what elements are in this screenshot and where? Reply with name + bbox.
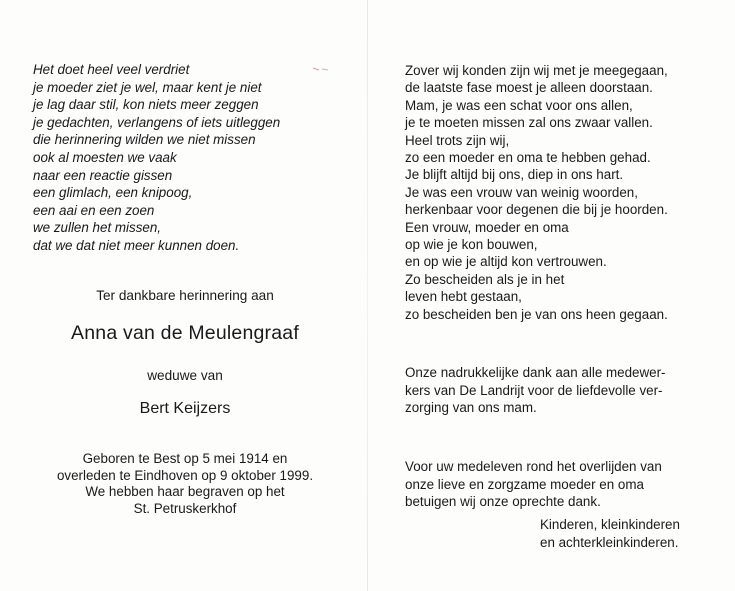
bio-line: We hebben haar begraven op het	[85, 484, 285, 500]
poem-line: een glimlach, een knipoog,	[33, 185, 193, 201]
widow-of-text: weduwe van	[147, 368, 223, 383]
thanks-line: kers van De Landrijt voor de liefdevolle ver-	[405, 382, 663, 398]
poem-line: Je was een vrouw van weinig woorden,	[405, 184, 638, 200]
family-signature	[540, 516, 710, 551]
poem-line: je te moeten missen zal ons zwaar vallen.	[405, 115, 653, 131]
poem-line: je moeder ziet je wel, maar kent je niet	[33, 79, 262, 95]
poem-line: Zover wij konden zijn wij met je meegegaan,	[405, 63, 668, 78]
bio-line: overleden te Eindhoven op 9 oktober 1999.	[56, 467, 314, 483]
poem-line: dat we dat niet meer kunnen doen.	[33, 237, 240, 253]
condolence-line: betuigen wij onze oprechte dank.	[405, 494, 601, 510]
poem-line: ook al moesten we vaak	[33, 149, 177, 165]
condolence-paragraph	[405, 458, 715, 511]
card-fold-line	[367, 0, 368, 591]
condolence-line: onze lieve en zorgzame moeder en oma	[405, 476, 644, 492]
dedication-text: Ter dankbare herinnering aan	[96, 288, 274, 303]
poem-line: op wie je kon bouwen,	[405, 237, 538, 253]
husband-name: Bert Keijzers	[139, 400, 231, 417]
condolence-line: Voor uw medeleven rond het overlijden van	[405, 459, 662, 474]
poem-line: de laatste fase moest je alleen doorstaan.	[405, 80, 653, 96]
poem-line: leven hebt gestaan,	[405, 289, 522, 305]
left-poem	[33, 61, 353, 255]
thanks-paragraph	[405, 364, 715, 417]
poem-line: Zo bescheiden als je in het	[405, 271, 565, 287]
poem-line: je gedachten, verlangens of iets uitleggen	[33, 114, 281, 130]
poem-line: Mam, je was een schat voor ons allen,	[405, 97, 633, 113]
poem-line: Een vrouw, moeder en oma	[405, 219, 569, 235]
thanks-line: Onze nadrukkelijke dank aan alle medewer-	[405, 365, 666, 380]
signature-line: en achterkleinkinderen.	[540, 534, 679, 550]
poem-line: herkenbaar voor degenen die bij je hoorden.	[405, 202, 668, 218]
poem-line: en op wie je altijd kon vertrouwen.	[405, 254, 607, 270]
biography	[30, 451, 340, 517]
poem-line: Heel trots zijn wij,	[405, 132, 510, 148]
poem-line: een aai en een zoen	[33, 202, 155, 218]
signature-line: Kinderen, kleinkinderen	[540, 517, 680, 532]
poem-line: die herinnering wilden we niet missen	[33, 132, 256, 148]
bio-line: Geboren te Best op 5 mei 1914 en	[82, 451, 288, 466]
deceased-name: Anna van de Meulengraaf	[71, 322, 299, 344]
bio-line: St. Petruskerkhof	[133, 500, 237, 516]
poem-line: naar een reactie gissen	[33, 167, 173, 183]
poem-line: je lag daar stil, kon niets meer zeggen	[33, 97, 259, 113]
poem-line: Het doet heel veel verdriet	[33, 62, 190, 77]
poem-line: Je blijft altijd bij ons, diep in ons hart.	[405, 167, 624, 183]
right-poem	[405, 62, 715, 323]
poem-line: we zullen het missen,	[33, 220, 162, 236]
thanks-line: zorging van ons mam.	[405, 400, 537, 416]
poem-line: zo bescheiden ben je van ons heen gegaan.	[405, 306, 668, 322]
poem-line: zo een moeder en oma te hebben gehad.	[405, 150, 651, 166]
